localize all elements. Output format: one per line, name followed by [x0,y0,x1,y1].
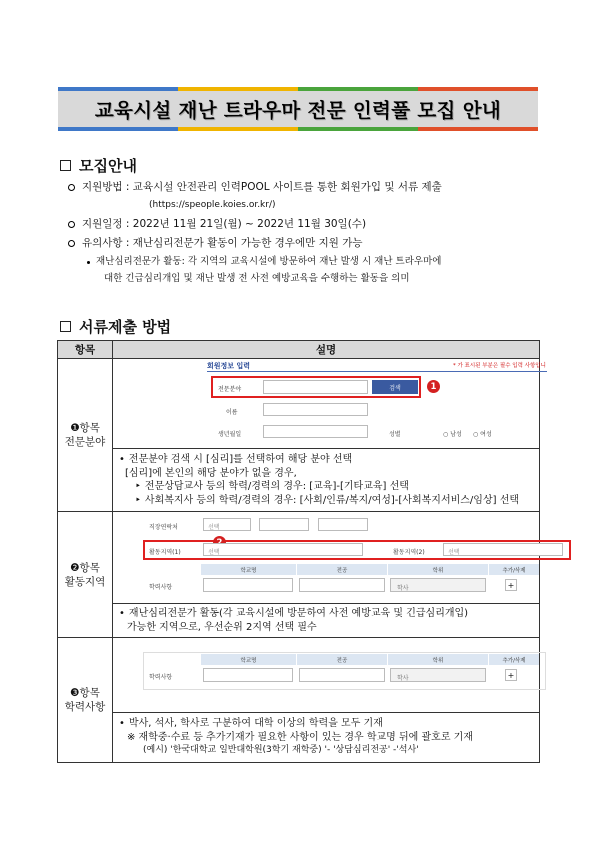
dot-bullet-icon [87,261,90,264]
item-text: 2022년 11월 21일(월) ~ 2022년 11월 30일(수) [132,218,367,230]
desc-line: 가능한 지역으로, 우선순위 2지역 선택 필수 [127,621,317,633]
item-text: 재난심리전문가 활동이 가능한 경우에만 지원 가능 [132,237,363,249]
add-button[interactable]: + [505,669,517,681]
field-label: 활동지역(1) [149,549,181,556]
col-header: 학교명 [201,654,296,665]
step-badge: 1 [427,380,440,393]
screenshot-cell [113,359,546,449]
school-input[interactable] [203,668,293,682]
description: • 박사, 석사, 학사로 구분하여 대학 이상의 학력을 모두 기재 ※ 재학중·수료 등 추가기재가 필요한 사항이 있는 경우 학교명 뒤에 괄호로 기재 (예시) '한국대학교 일반대학원(3학기 재학중) '- '상담심리전공' -'석사' [113,713,539,762]
description: • 재난심리전문가 활동(각 교육시설에 방문하여 사전 예방교육 및 긴급심리개입) 가능한 지역으로, 우선순위 2지역 선택 필수 [113,604,539,637]
form-screenshot-2 [113,512,539,602]
item-label: 지원방법 [82,181,123,193]
table-row [58,638,540,713]
item-notes: 유의사항 : 재난심리전문가 활동이 가능한 경우에만 지원 가능 [82,237,363,249]
desc-line: ※ 재학중·수료 등 추가기재가 필요한 사항이 있는 경우 학교명 뒤에 괄호로 기재 [127,731,473,743]
col-header: 전공 [297,654,387,665]
desc-line: 전문분야 검색 시 [심리]를 선택하여 해당 분야 선택 [128,454,353,465]
table-row [58,449,540,512]
item-apply-method: 지원방법 : 교육시설 안전관리 인력POOL 사이트를 통한 회원가입 및 서류 제출 [82,181,442,193]
phone-select[interactable]: 선택 [203,518,251,531]
form-screenshot-3 [113,638,539,711]
field-label: 성별 [389,431,401,438]
field-label: 학력사항 [149,674,173,681]
row-number: ❸항목 [70,686,100,699]
desc-cell [113,713,540,763]
item-schedule: 지원일정 : 2022년 11월 21일(월) ~ 2022년 11월 30일(수) [82,218,367,230]
radio-male[interactable]: ○ 남성 [443,431,462,438]
section-heading-recruit [60,155,137,176]
row-name: 학력사항 [64,700,106,713]
desc-line: 전문상담교사 등의 학력/경력의 경우: [교육]-[기타교육] 선택 [144,481,409,492]
section-title: 서류제출 방법 [79,318,172,336]
table-row [58,713,540,763]
item-text: 교육시설 안전관리 인력POOL 사이트를 통한 회원가입 및 서류 제출 [132,181,442,193]
phone-input-2[interactable] [259,518,309,531]
desc-cell [113,604,540,638]
row-label [58,638,113,763]
page-title: 교육시설 재난 트라우마 전문 인력풀 모집 안내 [94,99,502,122]
col-header: 학교명 [201,564,296,575]
item-label: 유의사항 [82,237,123,249]
col-header: 추가/삭제 [489,564,539,575]
row-label [58,512,113,638]
field-label: 활동지역(2) [393,549,425,556]
section-heading-submit [60,316,171,337]
desc-line: [심리]에 본인의 해당 분야가 없을 경우, [125,467,297,479]
desc-line: 박사, 석사, 학사로 구분하여 대학 이상의 학력을 모두 기재 [128,718,383,729]
square-bullet-icon [60,321,71,332]
title-bar [58,91,538,127]
desc-cell [113,449,540,512]
screenshot-cell [113,512,540,604]
desc-line: 재난심리전문가 활동(각 교육시설에 방문하여 사전 예방교육 및 긴급심리개입) [128,608,469,619]
major-input[interactable] [299,668,385,682]
table-header-row [58,341,540,359]
circle-bullet-icon [68,221,75,228]
color-band-bottom [58,127,538,131]
header-desc: 설명 [113,341,540,359]
birthdate-input[interactable] [263,425,368,438]
degree-select[interactable]: 학사 [390,668,486,682]
specialty-input[interactable] [263,380,368,394]
search-button[interactable]: 검색 [372,380,418,394]
degree-select[interactable]: 학사 [390,578,486,592]
field-label: 학력사항 [149,584,173,591]
title-banner [58,87,538,131]
field-label: 이름 [226,409,238,416]
table-row [58,512,540,604]
col-header: 전공 [297,564,387,575]
row-number: ❷항목 [70,561,100,574]
square-bullet-icon [60,160,71,171]
col-header: 학위 [388,654,488,665]
row-name: 활동지역 [64,575,106,588]
header-item: 항목 [58,341,113,359]
circle-bullet-icon [68,240,75,247]
form-screenshot-1 [113,359,546,447]
row-number: ❶항목 [70,422,100,434]
description: • 전문분야 검색 시 [심리]를 선택하여 해당 분야 선택 [심리]에 본인의 해당 분야가 없을 경우, ‣ 전문상담교사 등의 학력/경력의 경우: [교육]-[기타교육] 선택 ‣ 사회복지사 등의 학력/경력의 경우: [사회/인류/복지/여성]-[사회복지서비스/임상] 선택 [113,449,539,511]
add-button[interactable]: + [505,579,517,591]
note-line-1: 재난심리전문가 활동: 각 지역의 교육시설에 방문하여 재난 발생 시 재난 트라우마에 [96,256,442,267]
field-label: 직장연락처 [149,524,178,531]
section-title: 모집안내 [79,157,137,175]
circle-bullet-icon [68,184,75,191]
col-header: 학위 [388,564,488,575]
desc-line: (예시) '한국대학교 일반대학원(3학기 재학중) '- '상담심리전공' -'석사' [143,745,419,755]
phone-input-3[interactable] [318,518,368,531]
apply-url: (https://speople.koies.or.kr/) [149,200,276,210]
major-input[interactable] [299,578,385,592]
row-name: 전문분야 [64,436,106,448]
shot-req-note: * 가 표시된 부분은 필수 입력 사항입니 [453,363,546,369]
desc-line: 사회복지사 등의 학력/경력의 경우: [사회/인류/복지/여성]-[사회복지서비스/임상] 선택 [144,494,520,506]
shot-divider [207,371,547,372]
field-label: 전문분야 [218,386,242,393]
name-input[interactable] [263,403,368,416]
submission-table [57,340,546,763]
col-header: 추가/삭제 [489,654,539,665]
field-label: 생년월일 [218,431,242,438]
table-row [58,359,540,449]
shot-header: 회원정보 입력 [207,362,251,370]
school-input[interactable] [203,578,293,592]
radio-female[interactable]: ○ 여성 [473,431,492,438]
region-select-2[interactable]: 선택 [443,543,563,556]
row-label [58,359,113,512]
note-line-2: 대한 긴급심리개입 및 재난 발생 전 사전 예방교육을 수행하는 활동을 의미 [104,273,410,284]
screenshot-cell [113,638,540,713]
region-select-1[interactable]: 선택 [203,543,363,556]
table-row [58,604,540,638]
item-label: 지원일정 [82,218,123,230]
